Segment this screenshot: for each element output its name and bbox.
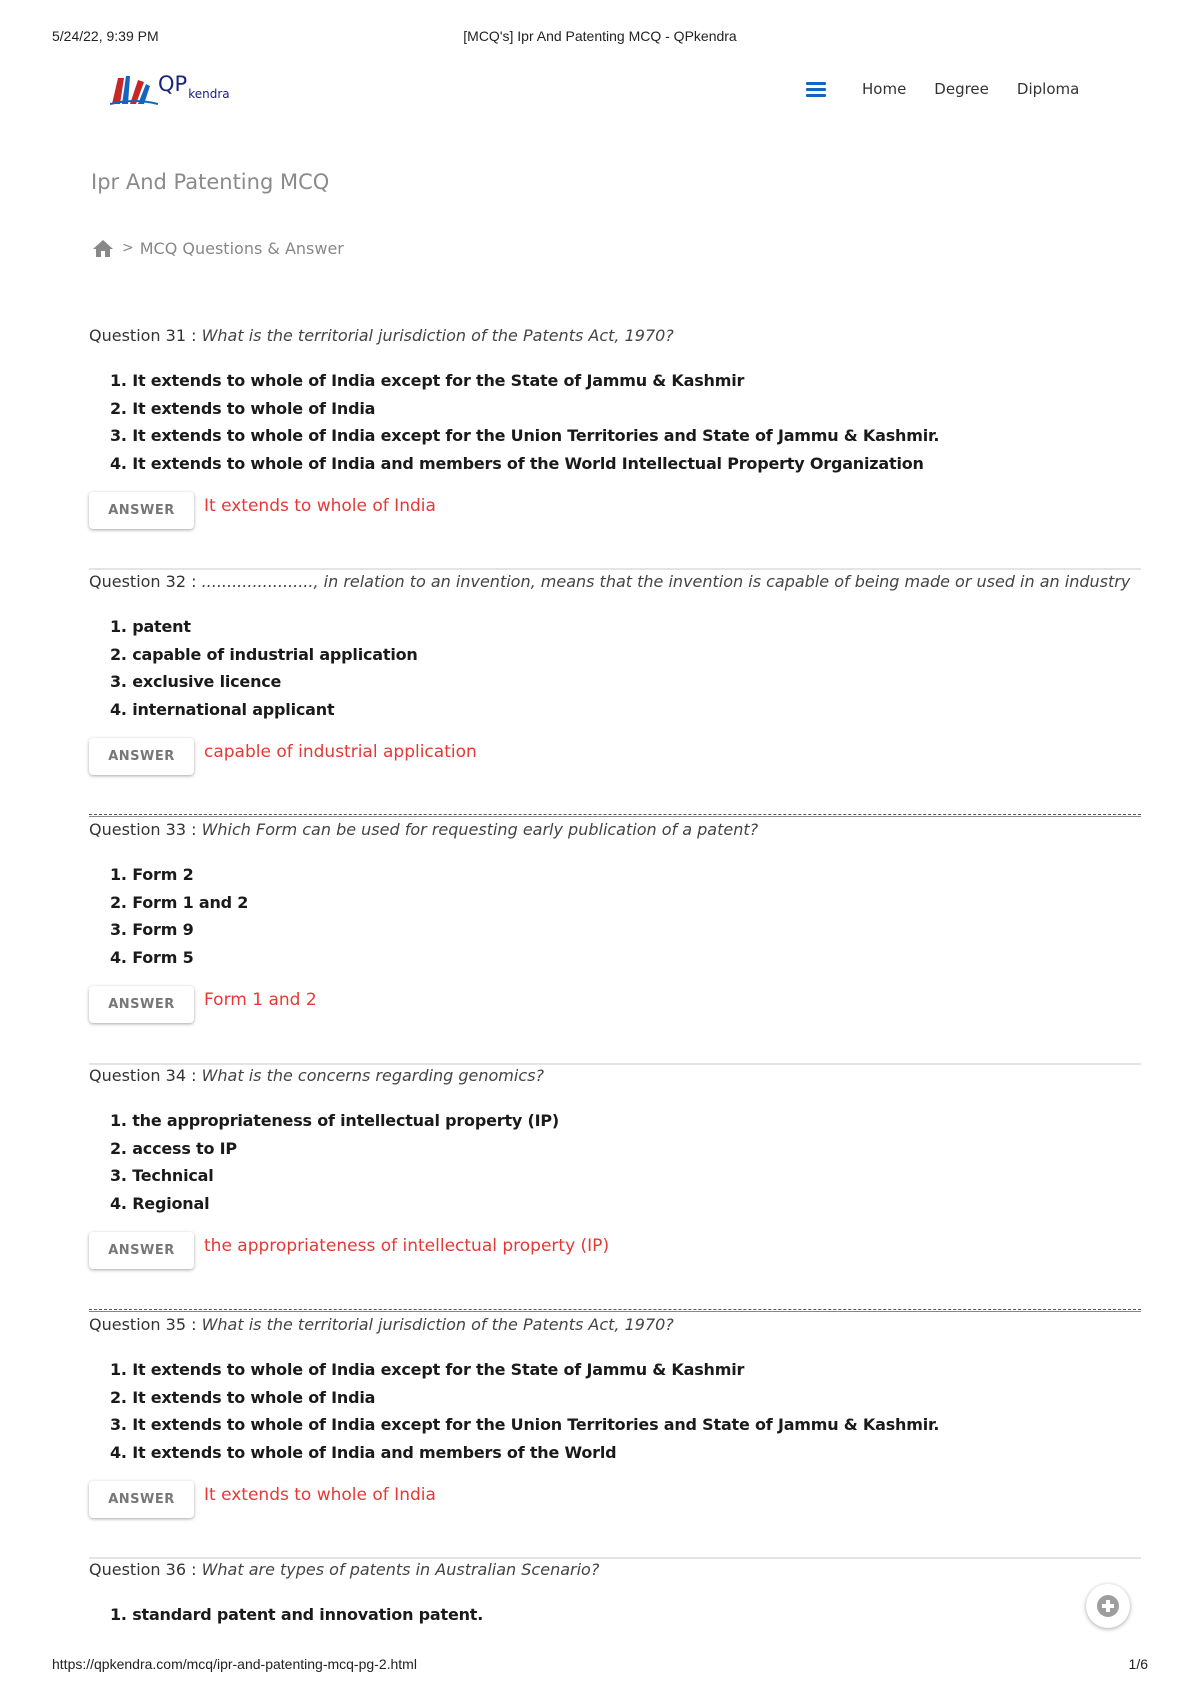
option-text: It extends to whole of India — [132, 1387, 376, 1407]
option-text: It extends to whole of India and members of the World Intellectual Property Organization — [132, 453, 924, 473]
answer-row — [89, 1232, 1141, 1272]
question-divider — [89, 1063, 1141, 1065]
question-text: ......................, in relation to an invention, means that the invention is capable of being made or used in an industry — [201, 572, 1131, 591]
answer-row — [89, 738, 1141, 778]
answer-text: It extends to whole of India — [204, 1485, 436, 1505]
logo-books-icon — [110, 72, 158, 106]
question-card — [89, 572, 1141, 778]
question-number: Question 31 : — [89, 326, 202, 345]
options-list — [89, 1359, 1141, 1469]
answer-row — [89, 1481, 1141, 1521]
option-item: 3. It extends to whole of India except for the Union Territories and State of Jammu & Kashmir. — [110, 426, 940, 445]
answer-text: capable of industrial application — [204, 742, 477, 762]
nav-links — [862, 80, 1079, 98]
question-card — [89, 1066, 1141, 1272]
option-item: 3. Technical — [110, 1166, 214, 1185]
question-divider — [89, 814, 1141, 817]
answer-text: the appropriateness of intellectual property (IP) — [204, 1236, 610, 1256]
answer-button[interactable]: ANSWER — [89, 1481, 194, 1518]
nav-link-degree[interactable]: Degree — [934, 80, 989, 98]
option-item: 4. Regional — [110, 1193, 210, 1213]
breadcrumb-separator: > — [122, 240, 134, 256]
option-item: 1. It extends to whole of India except for the State of Jammu & Kashmir — [110, 371, 745, 390]
question-number: Question 35 : — [89, 1315, 202, 1334]
floating-add-button[interactable] — [1086, 1584, 1130, 1628]
answer-text: Form 1 and 2 — [204, 990, 317, 1010]
question-text: What are types of patents in Australian Scenario? — [201, 1560, 600, 1579]
option-text: Technical — [132, 1166, 214, 1185]
option-item: 2. capable of industrial application — [110, 644, 418, 664]
option-item: 3. Form 9 — [110, 920, 194, 939]
question-card — [89, 1315, 1141, 1521]
answer-button[interactable]: ANSWER — [89, 1232, 194, 1269]
nav-link-diploma[interactable]: Diploma — [1016, 80, 1080, 98]
hamburger-menu-icon[interactable] — [806, 82, 826, 98]
options-list — [89, 1604, 1141, 1632]
question-card — [89, 326, 1141, 532]
option-item: 1. patent — [110, 617, 191, 636]
option-text: patent — [132, 617, 191, 636]
options-list — [89, 864, 1141, 974]
option-text: It extends to whole of India except for the State of Jammu & Kashmir — [132, 371, 745, 390]
site-logo[interactable] — [110, 70, 230, 106]
print-header — [52, 28, 1148, 48]
question-number: Question 32 : — [89, 572, 202, 591]
logo-main: QP — [158, 72, 188, 96]
question-title — [89, 1315, 1141, 1334]
option-item: 2. It extends to whole of India — [110, 1387, 376, 1407]
options-list — [89, 370, 1141, 480]
option-text: Form 5 — [132, 947, 194, 967]
answer-text: It extends to whole of India — [204, 496, 436, 516]
question-title — [89, 1560, 1141, 1579]
site-navbar — [0, 68, 1200, 112]
question-title — [89, 1066, 1141, 1085]
option-item: 2. access to IP — [110, 1138, 237, 1158]
question-number: Question 34 : — [89, 1066, 202, 1085]
home-icon[interactable] — [92, 238, 114, 258]
question-title — [89, 820, 1141, 839]
option-text: It extends to whole of India except for the State of Jammu & Kashmir — [132, 1360, 745, 1379]
option-item: 1. standard patent and innovation patent. — [110, 1605, 484, 1624]
question-card — [89, 820, 1141, 1026]
option-item: 1. Form 2 — [110, 865, 194, 884]
question-text: What is the territorial jurisdiction of the Patents Act, 1970? — [201, 1315, 674, 1334]
option-text: the appropriateness of intellectual property (IP) — [132, 1111, 559, 1130]
nav-link-home[interactable]: Home — [862, 80, 907, 98]
print-datetime: 5/24/22, 9:39 PM — [52, 28, 159, 44]
question-text: What is the concerns regarding genomics? — [201, 1066, 544, 1085]
option-text: It extends to whole of India and members of the World — [132, 1442, 617, 1462]
print-footer — [52, 1656, 1148, 1676]
question-divider — [89, 568, 1141, 570]
option-text: Regional — [132, 1193, 210, 1213]
option-item: 4. It extends to whole of India and members of the World — [110, 1442, 617, 1462]
options-list — [89, 1110, 1141, 1220]
print-doc-title: [MCQ's] Ipr And Patenting MCQ - QPkendra — [463, 28, 737, 44]
answer-row — [89, 492, 1141, 532]
option-item: 4. It extends to whole of India and members of the World Intellectual Property Organization — [110, 453, 924, 473]
question-number: Question 36 : — [89, 1560, 202, 1579]
option-item: 1. the appropriateness of intellectual property (IP) — [110, 1111, 559, 1130]
option-text: Form 9 — [132, 920, 194, 939]
answer-row — [89, 986, 1141, 1026]
question-card — [89, 1560, 1141, 1632]
question-text: What is the territorial jurisdiction of the Patents Act, 1970? — [201, 326, 674, 345]
option-text: access to IP — [132, 1138, 237, 1158]
option-text: It extends to whole of India — [132, 398, 376, 418]
option-item: 3. exclusive licence — [110, 672, 282, 691]
question-divider — [89, 1309, 1141, 1312]
option-text: standard patent and innovation patent. — [132, 1605, 484, 1624]
option-text: exclusive licence — [132, 672, 282, 691]
question-title — [89, 326, 1141, 345]
option-text: capable of industrial application — [132, 644, 418, 664]
option-item: 4. international applicant — [110, 699, 335, 719]
breadcrumb — [92, 238, 344, 258]
breadcrumb-current[interactable]: MCQ Questions & Answer — [139, 238, 344, 258]
option-item: 2. Form 1 and 2 — [110, 892, 249, 912]
option-text: It extends to whole of India except for the Union Territories and State of Jammu & Kashmir. — [132, 1415, 940, 1434]
answer-button[interactable]: ANSWER — [89, 738, 194, 775]
print-page-number: 1/6 — [1128, 1656, 1148, 1672]
plus-circle-icon — [1097, 1595, 1119, 1617]
option-text: international applicant — [132, 699, 335, 719]
question-text: Which Form can be used for requesting early publication of a patent? — [201, 820, 759, 839]
answer-button[interactable]: ANSWER — [89, 986, 194, 1023]
print-url: https://qpkendra.com/mcq/ipr-and-patenting-mcq-pg-2.html — [52, 1656, 417, 1672]
question-title — [89, 572, 1141, 591]
option-item: 1. It extends to whole of India except for the State of Jammu & Kashmir — [110, 1360, 745, 1379]
question-divider — [89, 1557, 1141, 1559]
logo-text — [158, 74, 230, 100]
options-list — [89, 616, 1141, 726]
option-item: 2. It extends to whole of India — [110, 398, 376, 418]
option-item: 4. Form 5 — [110, 947, 194, 967]
page-title: Ipr And Patenting MCQ — [91, 170, 330, 194]
option-text: It extends to whole of India except for the Union Territories and State of Jammu & Kashmir. — [132, 426, 940, 445]
logo-sub: kendra — [188, 87, 230, 101]
option-item: 3. It extends to whole of India except for the Union Territories and State of Jammu & Kashmir. — [110, 1415, 940, 1434]
option-text: Form 2 — [132, 865, 194, 884]
answer-button[interactable]: ANSWER — [89, 492, 194, 529]
option-text: Form 1 and 2 — [132, 892, 249, 912]
question-number: Question 33 : — [89, 820, 202, 839]
